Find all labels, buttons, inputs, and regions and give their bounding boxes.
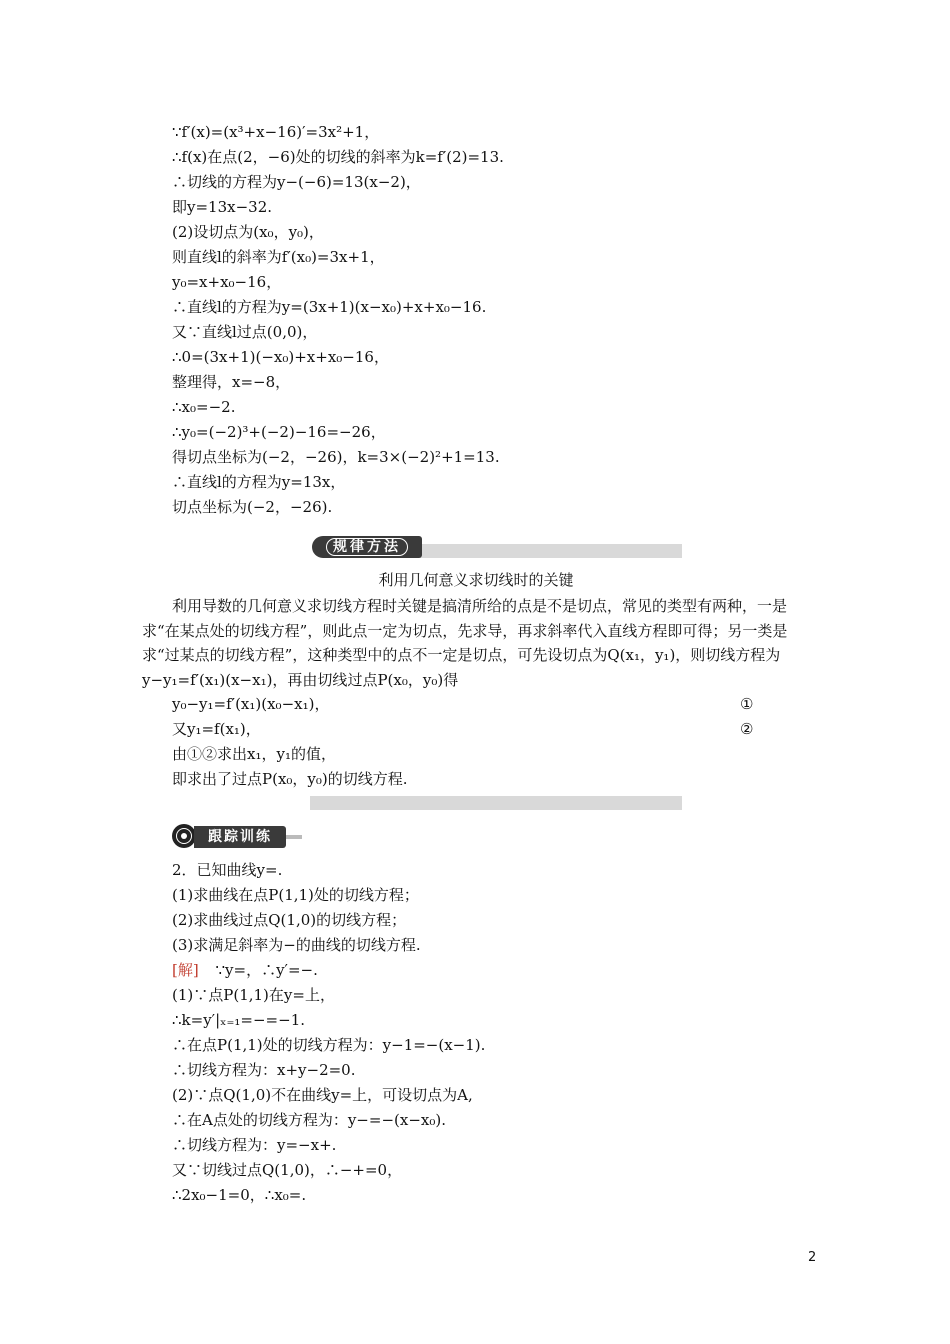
text-line: ∴y₀=(−2)³+(−2)−16=−26， — [172, 423, 386, 441]
text-line: ∴直线l的方程为y=(3x+1)(x−x₀)+x+x₀−16. — [172, 298, 487, 316]
method-title: 利用几何意义求切线时的关键 — [378, 571, 574, 589]
problem-line: (1)求曲线在点P(1,1)处的切线方程； — [172, 886, 419, 904]
solution-first-text: ∵y=，∴y′=−. — [215, 961, 318, 979]
equation-1: y₀−y₁=f′(x₁)(x₀−x₁)， — [172, 695, 330, 713]
target-icon — [172, 824, 196, 848]
text-line: 又∵直线l过点(0,0)， — [172, 323, 318, 341]
method-tag-label: 规律方法 — [326, 538, 408, 556]
text-line: ∴f(x)在点(2，−6)处的切线的斜率为k=f′(2)=13. — [172, 148, 504, 166]
page-number: 2 — [808, 1250, 817, 1265]
solution-line: ∴切线方程为：x+y−2=0. — [172, 1061, 356, 1079]
text-line: 整理得，x=−8， — [172, 373, 291, 391]
text-line: 由①②求出x₁，y₁的值， — [172, 745, 336, 763]
text-line: 得切点坐标为(−2，−26)，k=3×(−2)²+1=13. — [172, 448, 500, 466]
solution-line: ∴2x₀−1=0，∴x₀=. — [172, 1186, 307, 1204]
solution-line: 又∵切线过点Q(1,0)，∴−+=0， — [172, 1161, 403, 1179]
text-line: 则直线l的斜率为f′(x₀)=3x+1， — [172, 248, 385, 266]
equation-2: 又y₁=f(x₁)， — [172, 720, 261, 738]
solution-line: (1)∵点P(1,1)在y=上， — [172, 986, 335, 1004]
problem-line: (3)求满足斜率为−的曲线的切线方程. — [172, 936, 421, 954]
solution-first-line — [172, 960, 318, 980]
text-line: ∴直线l的方程为y=13x， — [172, 473, 346, 491]
problem-line: (2)求曲线过点Q(1,0)的切线方程； — [172, 911, 407, 929]
text-line: ∴切线的方程为y−(−6)=13(x−2)， — [172, 173, 421, 191]
text-line: ∴x₀=−2. — [172, 398, 236, 416]
solution-line: ∴切线方程为：y=−x+. — [172, 1136, 337, 1154]
text-line: y₀=x+x₀−16， — [172, 273, 282, 291]
text-line: 即求出了过点P(x₀，y₀)的切线方程. — [172, 770, 408, 788]
text-line: (2)设切点为(x₀，y₀)， — [172, 223, 324, 241]
problem-line: 2．已知曲线y=. — [172, 861, 283, 879]
solution-label: [解] — [172, 961, 199, 979]
method-tag — [312, 536, 422, 558]
section-end-bar — [310, 796, 682, 810]
solution-line: (2)∵点Q(1,0)不在曲线y=上，可设切点为A, — [172, 1086, 473, 1104]
equation-1-number: ① — [740, 695, 754, 713]
equation-2-number: ② — [740, 720, 754, 738]
solution-line: ∴k=y′|ₓ₌₁=−=−1. — [172, 1011, 306, 1029]
solution-line: ∴在A点处的切线方程为：y−=−(x−x₀). — [172, 1111, 446, 1129]
section-bar — [410, 544, 682, 558]
text-line: ∵f′(x)=(x³+x−16)′=3x²+1， — [172, 123, 380, 141]
text-line: 即y=13x−32. — [172, 198, 273, 216]
text-line: ∴0=(3x+1)(−x₀)+x+x₀−16， — [172, 348, 389, 366]
solution-line: ∴在点P(1,1)处的切线方程为：y−1=−(x−1). — [172, 1036, 486, 1054]
text-line: 切点坐标为(−2，−26). — [172, 498, 333, 516]
method-paragraph: 利用导数的几何意义求切线方程时关键是搞清所给的点是不是切点，常见的类型有两种，一是求“在某点处的切线方程”，则此点一定为切点，先求导，再求斜率代入直线方程即可得；另一类是求“过某点的切线方程”，这种类型中的点不一定是切点，可先设切点为Q(x₁，y₁)，则切线方程为y−y₁=f′(x₁)(x−x₁)，再由切线过点P(x₀，y₀)得 — [142, 597, 788, 689]
training-tag: 跟踪训练 — [194, 826, 286, 848]
